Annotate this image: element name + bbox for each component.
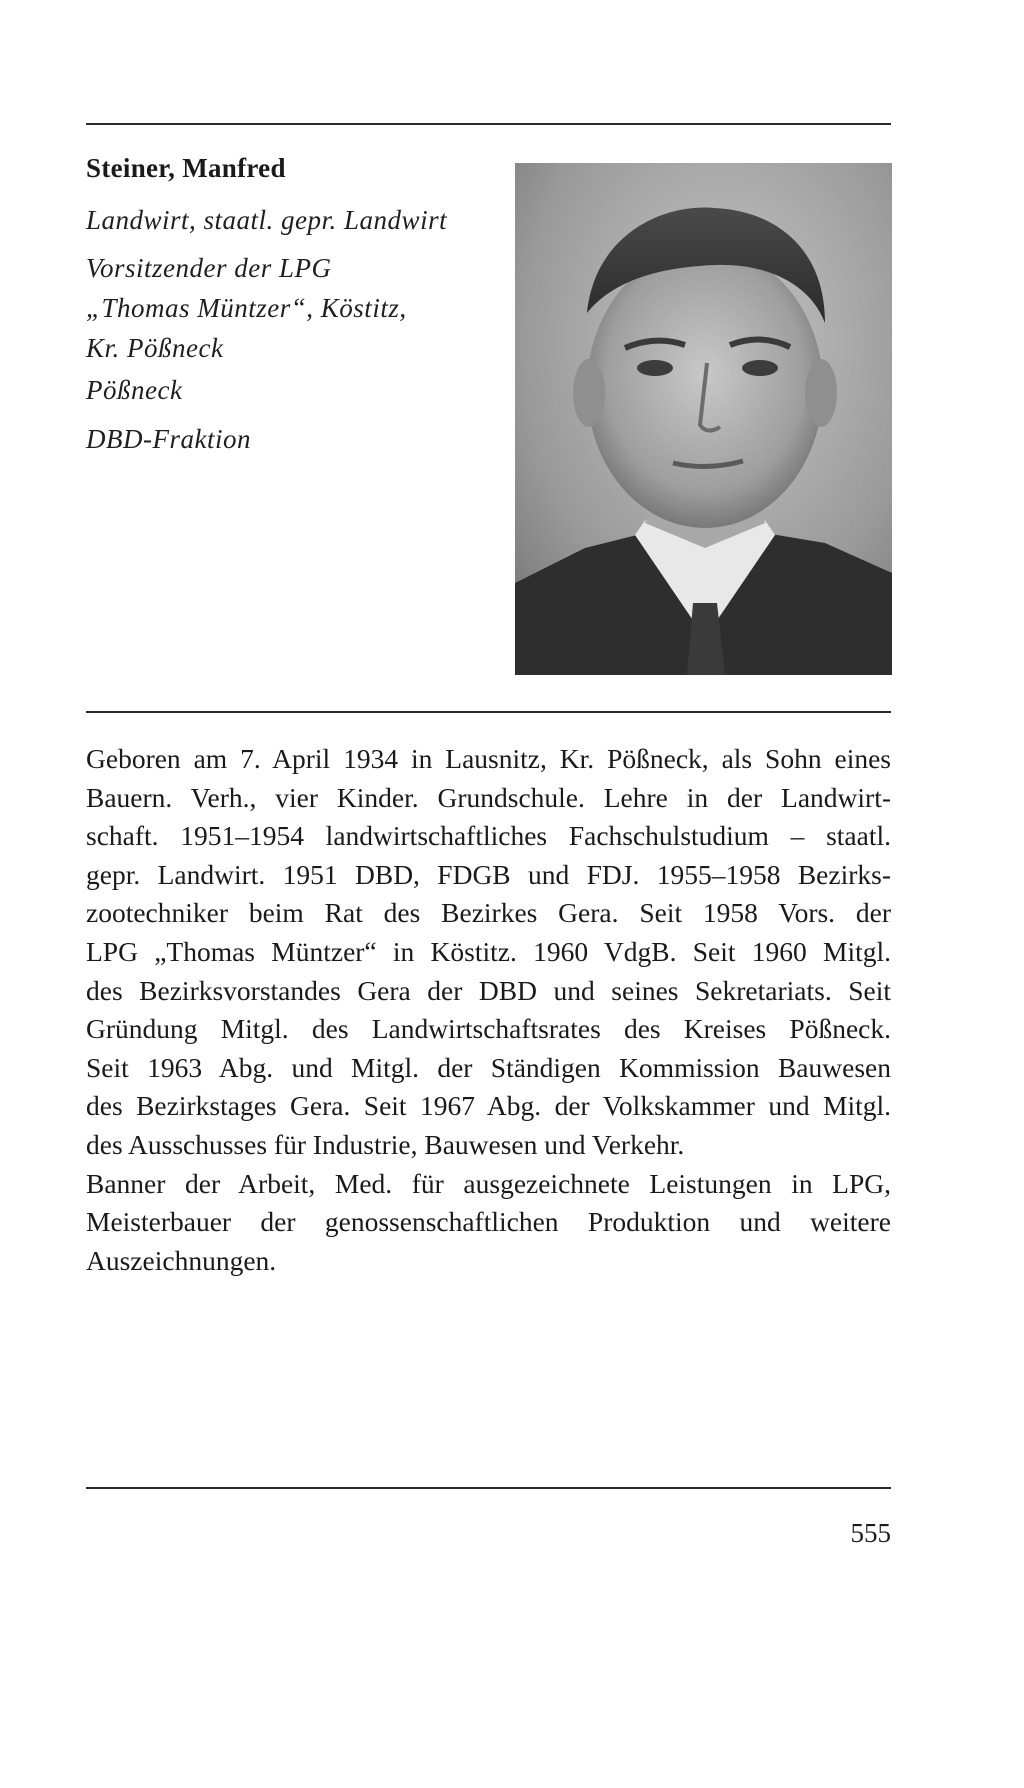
entry-position-line: Vorsitzender der LPG bbox=[86, 253, 332, 283]
top-divider bbox=[86, 123, 891, 125]
entry-constituency: Pößneck bbox=[86, 375, 183, 405]
biography-line: LPG „Thomas Müntzer“ in Köstitz. 1960 VdgB. Seit 1960 Mitgl. bbox=[86, 935, 891, 967]
biography-line: Banner der Arbeit, Med. für ausgezeichnete Leistungen in LPG, bbox=[86, 1167, 891, 1199]
page-number: 555 bbox=[850, 1518, 891, 1548]
portrait-photo bbox=[515, 163, 892, 675]
entry-profession: Landwirt, staatl. gepr. Landwirt bbox=[86, 205, 448, 235]
biography-line: des Ausschusses für Industrie, Bauwesen und Verkehr. bbox=[86, 1128, 685, 1160]
biography-line: gepr. Landwirt. 1951 DBD, FDGB und FDJ. 1955–1958 Bezirks- bbox=[86, 858, 891, 890]
biography-line: Seit 1963 Abg. und Mitgl. der Ständigen Kommission Bauwesen bbox=[86, 1051, 891, 1083]
biography-line: Bauern. Verh., vier Kinder. Grundschule. Lehre in der Landwirt- bbox=[86, 781, 891, 813]
entry-position-line: „Thomas Müntzer“, Köstitz, bbox=[86, 293, 407, 323]
biography-line: Auszeichnungen. bbox=[86, 1244, 277, 1276]
bottom-divider bbox=[86, 1487, 891, 1489]
entry-position-line: Kr. Pößneck bbox=[86, 333, 224, 363]
mid-divider bbox=[86, 711, 891, 713]
biography-line: Meisterbauer der genossenschaftlichen Produktion und weitere bbox=[86, 1206, 891, 1238]
biography-line: zootechniker beim Rat des Bezirkes Gera. Seit 1958 Vors. der bbox=[86, 897, 891, 929]
biography-text bbox=[86, 740, 891, 1280]
biography-line: Geboren am 7. April 1934 in Lausnitz, Kr. Pößneck, als Sohn eines bbox=[86, 743, 891, 774]
biography-line: des Bezirkstages Gera. Seit 1967 Abg. der Volkskammer und Mitgl. bbox=[86, 1090, 891, 1122]
biography-line: schaft. 1951–1954 landwirtschaftliches Fachschulstudium – staatl. bbox=[86, 820, 891, 852]
biography-line: des Bezirksvorstandes Gera der DBD und seines Sekretariats. Seit bbox=[86, 974, 891, 1006]
biography-line: Gründung Mitgl. des Landwirtschaftsrates des Kreises Pößneck. bbox=[86, 1013, 891, 1045]
entry-name: Steiner, Manfred bbox=[86, 153, 286, 183]
entry-fraction: DBD-Fraktion bbox=[86, 424, 251, 454]
